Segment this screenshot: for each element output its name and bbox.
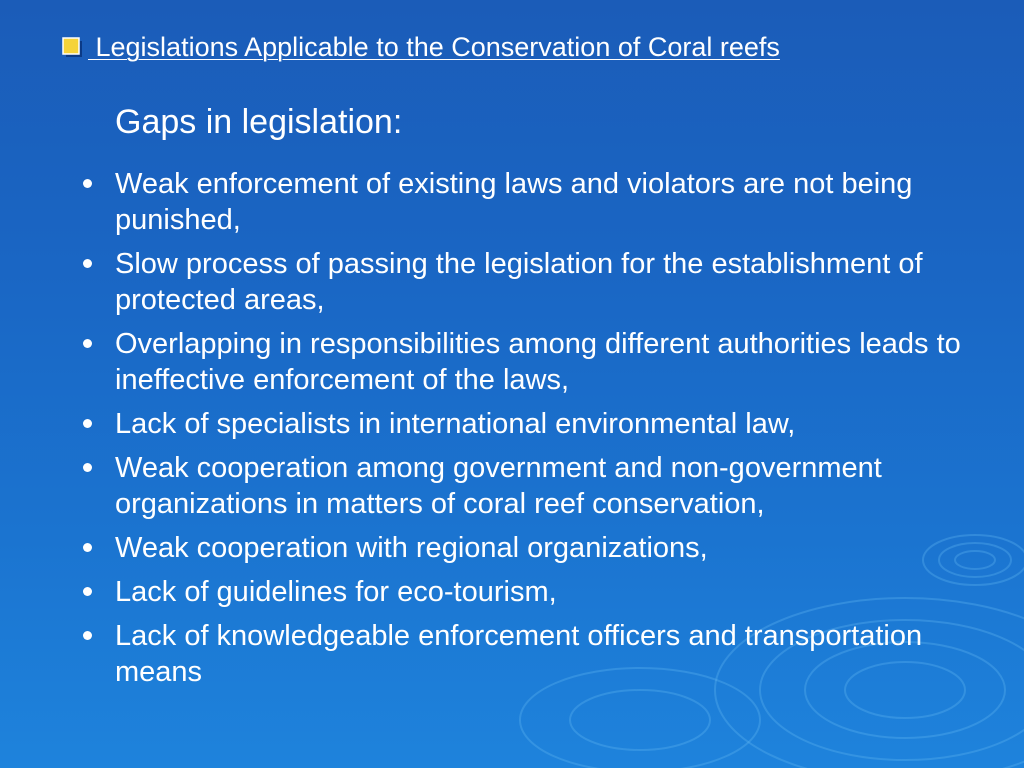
bullet-text: Lack of specialists in international environmental law, bbox=[115, 408, 796, 440]
bullet-item bbox=[82, 406, 992, 442]
bullet-dot-icon bbox=[83, 339, 92, 348]
checkbox-icon bbox=[62, 37, 84, 59]
bullet-text: Lack of knowledgeable enforcement officers and transportation means bbox=[115, 620, 923, 688]
bullet-item bbox=[82, 618, 992, 690]
bullet-item bbox=[82, 530, 992, 566]
bullet-dot-icon bbox=[83, 179, 92, 188]
bullet-dot-icon bbox=[83, 419, 92, 428]
slide-title: Legislations Applicable to the Conservation of Coral reefs bbox=[88, 32, 780, 62]
bullet-text: Weak cooperation with regional organizations, bbox=[115, 532, 708, 564]
bullet-item bbox=[82, 166, 992, 238]
bullet-text: Slow process of passing the legislation for the establishment of protected areas, bbox=[115, 248, 923, 316]
bullet-dot-icon bbox=[83, 631, 92, 640]
bullet-item bbox=[82, 574, 992, 610]
bullet-dot-icon bbox=[83, 587, 92, 596]
slide-subtitle: Gaps in legislation: bbox=[115, 103, 403, 141]
bullet-text: Overlapping in responsibilities among different authorities leads to ineffective enforcement of the laws, bbox=[115, 328, 961, 396]
bullet-item bbox=[82, 326, 992, 398]
bullet-item bbox=[82, 246, 992, 318]
bullet-text: Lack of guidelines for eco-tourism, bbox=[115, 576, 557, 608]
bullet-text: Weak enforcement of existing laws and violators are not being punished, bbox=[115, 168, 913, 236]
bullet-dot-icon bbox=[83, 259, 92, 268]
bullet-text: Weak cooperation among government and non-government organizations in matters of coral reef conservation, bbox=[115, 452, 882, 520]
bullet-item bbox=[82, 450, 992, 522]
title-row bbox=[62, 32, 780, 63]
bullet-dot-icon bbox=[83, 543, 92, 552]
bullet-list bbox=[82, 166, 992, 698]
bullet-dot-icon bbox=[83, 463, 92, 472]
